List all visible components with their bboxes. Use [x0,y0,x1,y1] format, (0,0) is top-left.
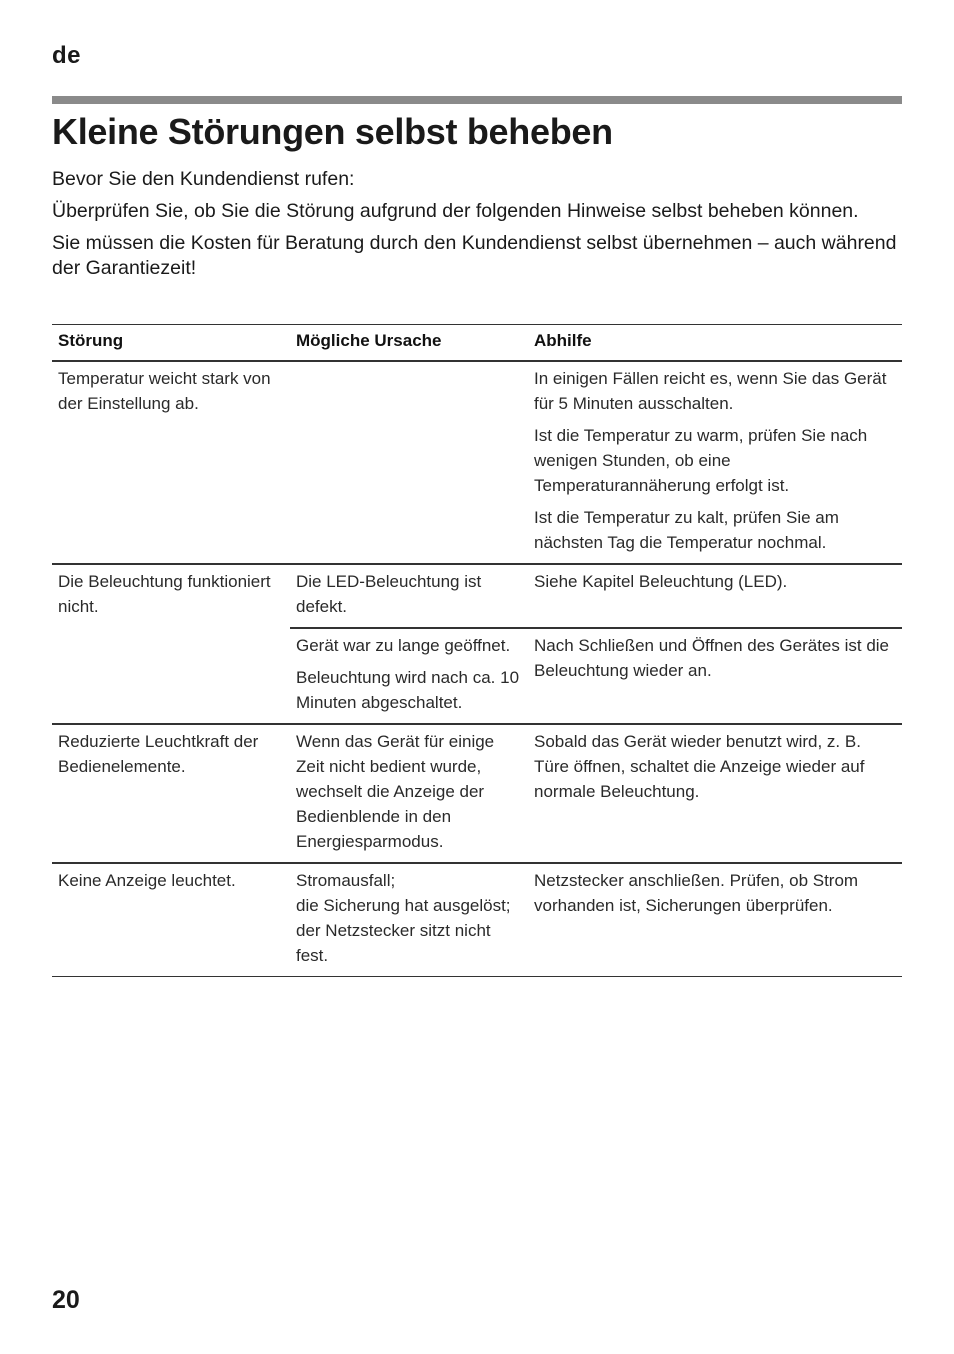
intro-paragraph: Sie müssen die Kosten für Beratung durch den Kundendienst selbst übernehmen – auch während der Garantiezeit! [52,232,897,279]
cell-stoerung: Reduzierte Leuchtkraft der Bedienelemente. [52,724,290,863]
column-header-ursache: Mögliche Ursache [290,325,528,362]
column-header-stoerung: Störung [52,325,290,362]
page-number: 20 [52,1286,80,1314]
section-divider-bar [52,96,902,104]
cell-abhilfe: Siehe Kapitel Beleuchtung (LED). [528,564,902,628]
cell-abhilfe: Sobald das Gerät wieder benutzt wird, z. B. Türe öffnen, schaltet die Anzeige wieder auf normale Beleuchtung. [528,724,902,863]
ursache-line: die Sicherung hat ausgelöst; [296,896,511,915]
abhilfe-paragraph: Ist die Temperatur zu warm, prüfen Sie nach wenigen Stunden, ob eine Temperaturannäherung erfolgt ist. [534,426,868,495]
table-row [52,724,902,863]
intro-text [52,167,902,288]
cell-ursache: Die LED-Beleuchtung ist defekt. [290,564,528,628]
table-row [52,863,902,977]
cell-abhilfe [528,361,902,564]
column-header-abhilfe: Abhilfe [528,325,902,362]
table-header-row [52,325,902,362]
ursache-line: Stromausfall; [296,871,396,890]
ursache-line: der Netzstecker sitzt nicht fest. [296,921,491,965]
cell-stoerung: Die Beleuchtung funktioniert nicht. [52,564,290,724]
page-title: Kleine Störungen selbst beheben [52,111,613,152]
intro-paragraph: Überprüfen Sie, ob Sie die Störung aufgrund der folgenden Hinweise selbst beheben können. [52,200,859,222]
troubleshooting-table [52,324,902,977]
cell-ursache [290,628,528,724]
cell-abhilfe: Netzstecker anschließen. Prüfen, ob Strom vorhanden ist, Sicherungen überprüfen. [528,863,902,977]
table-row [52,564,902,628]
cell-ursache [290,863,528,977]
cell-ursache [290,361,528,564]
table-row [52,361,902,564]
language-label: de [52,42,82,69]
ursache-paragraph: Beleuchtung wird nach ca. 10 Minuten abgeschaltet. [296,668,520,712]
intro-paragraph: Bevor Sie den Kundendienst rufen: [52,168,355,190]
cell-ursache: Wenn das Gerät für einige Zeit nicht bedient wurde, wechselt die Anzeige der Bedienblende in den Energiesparmodus. [290,724,528,863]
ursache-paragraph: Gerät war zu lange geöffnet. [296,636,511,655]
abhilfe-paragraph: In einigen Fällen reicht es, wenn Sie das Gerät für 5 Minuten ausschalten. [534,369,887,413]
cell-stoerung: Temperatur weicht stark von der Einstellung ab. [58,369,271,413]
troubleshooting-table-container [52,324,902,977]
abhilfe-paragraph: Ist die Temperatur zu kalt, prüfen Sie am nächsten Tag die Temperatur nochmal. [534,508,839,552]
cell-stoerung: Keine Anzeige leuchtet. [52,863,290,977]
cell-abhilfe: Nach Schließen und Öffnen des Gerätes ist die Beleuchtung wieder an. [528,628,902,724]
